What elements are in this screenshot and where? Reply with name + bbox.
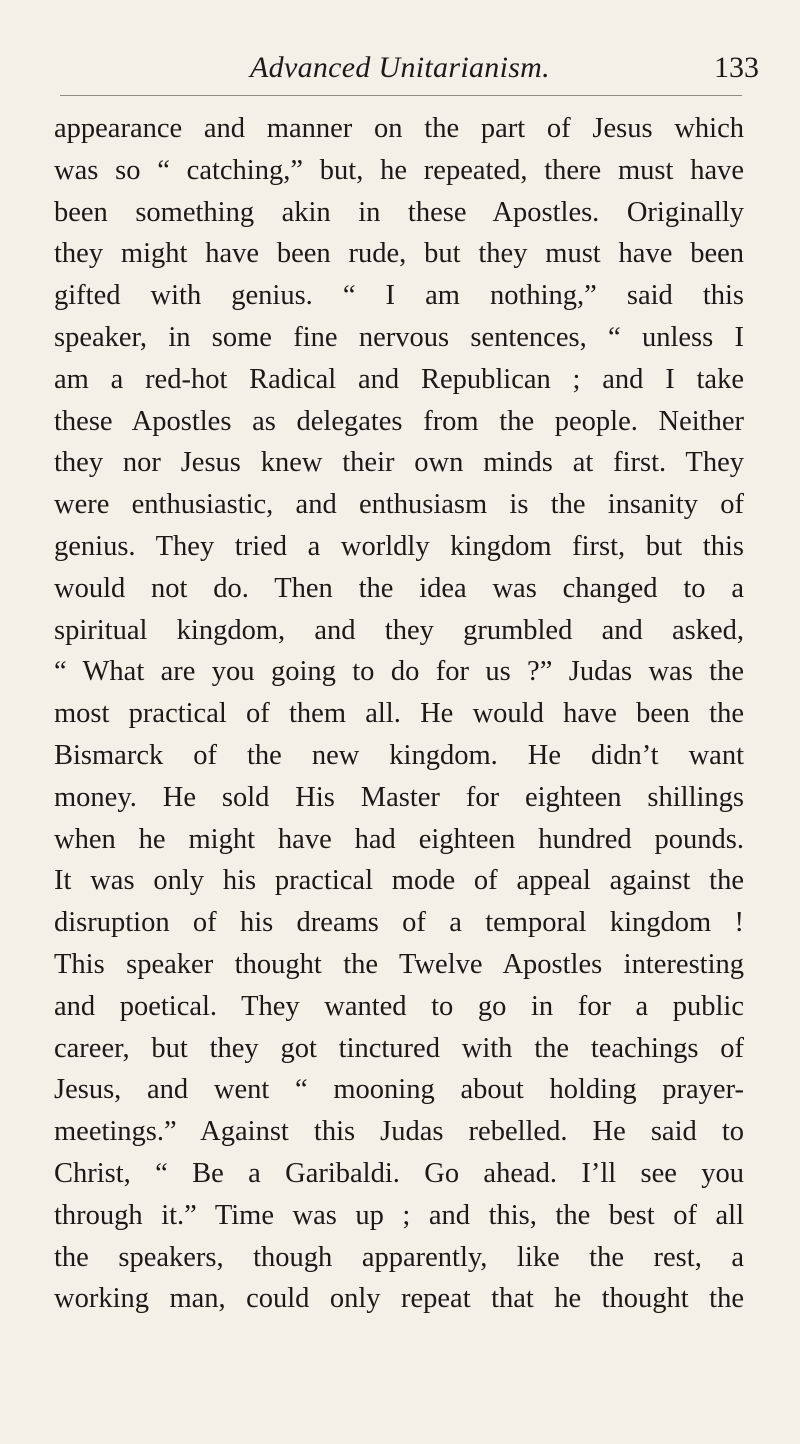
text-line: money. He sold His Master for eighteen shillings xyxy=(54,781,744,813)
text-line: Jesus, and went “ mooning about holding prayer- xyxy=(54,1074,744,1106)
text-line: they might have been rude, but they must have been xyxy=(54,238,744,270)
text-line: been something akin in these Apostles. Originally xyxy=(54,196,744,228)
text-line: they nor Jesus knew their own minds at first. They xyxy=(54,447,744,479)
text-line: meetings.” Against this Judas rebelled. He said to xyxy=(54,1116,744,1148)
text-line: most practical of them all. He would have been the xyxy=(54,698,744,730)
text-line: spiritual kingdom, and they grumbled and asked, xyxy=(54,614,744,646)
text-line: through it.” Time was up ; and this, the best of all xyxy=(54,1199,744,1231)
text-line: and poetical. They wanted to go in for a public xyxy=(54,990,744,1022)
text-line: gifted with genius. “ I am nothing,” said this xyxy=(54,280,744,312)
text-line: would not do. Then the idea was changed to a xyxy=(54,572,744,604)
text-line: Bismarck of the new kingdom. He didn’t want xyxy=(54,739,744,771)
header-rule xyxy=(60,95,742,96)
text-line: these Apostles as delegates from the people. Neither xyxy=(54,405,744,437)
body-text xyxy=(54,108,744,1320)
text-line: when he might have had eighteen hundred pounds. xyxy=(54,823,744,855)
text-line: am a red-hot Radical and Republican ; and I take xyxy=(54,363,744,395)
text-line: It was only his practical mode of appeal against the xyxy=(54,865,744,897)
text-line: disruption of his dreams of a temporal kingdom ! xyxy=(54,907,744,939)
page-number: 133 xyxy=(714,51,759,84)
text-line: working man, could only repeat that he thought the xyxy=(54,1283,744,1315)
text-line: This speaker thought the Twelve Apostles interesting xyxy=(54,948,744,980)
text-line: genius. They tried a worldly kingdom first, but this xyxy=(54,530,744,562)
text-line: was so “ catching,” but, he repeated, there must have xyxy=(54,154,744,186)
text-line: career, but they got tinctured with the teachings of xyxy=(54,1032,744,1064)
text-line: “ What are you going to do for us ?” Judas was the xyxy=(54,656,744,688)
text-line: Christ, “ Be a Garibaldi. Go ahead. I’ll see you xyxy=(54,1157,744,1189)
text-line: speaker, in some fine nervous sentences, “ unless I xyxy=(54,321,744,353)
text-line: the speakers, though apparently, like the rest, a xyxy=(54,1241,744,1273)
text-line: appearance and manner on the part of Jesus which xyxy=(54,113,744,144)
text-line: were enthusiastic, and enthusiasm is the insanity of xyxy=(54,489,744,521)
running-title: Advanced Unitarianism. xyxy=(250,51,550,84)
